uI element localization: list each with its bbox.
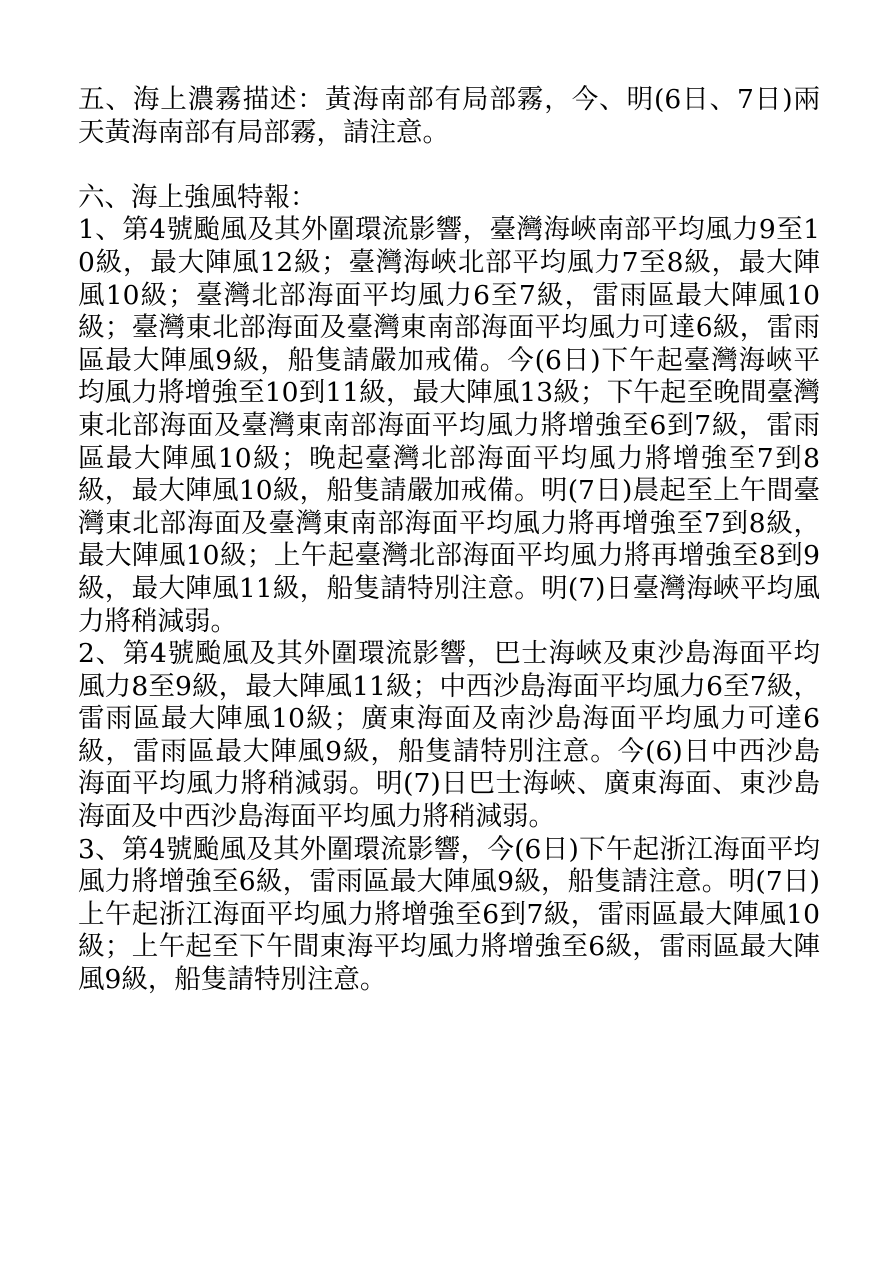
strong-wind-item-3: 3、第4號颱風及其外圍環流影響，今(6日)下午起浙江海面平均風力將增強至6級，雷雨區最大陣風9級，船隻請注意。明(7日)上午起浙江海面平均風力將增強至6到7級，雷雨區最大陣風10級；上午起至下午間東海平均風力將增強至6級，雷雨區最大陣風9級，船隻請特別注意。 [78, 833, 820, 996]
fog-description-paragraph: 五、海上濃霧描述：黃海南部有局部霧，今、明(6日、7日)兩天黃海南部有局部霧，請注意。 [78, 84, 820, 148]
strong-wind-item-2: 2、第4號颱風及其外圍環流影響，巴士海峽及東沙島海面平均風力8至9級，最大陣風11級；中西沙島海面平均風力6至7級，雷雨區最大陣風10級；廣東海面及南沙島海面平均風力可達6級，雷雨區最大陣風9級，船隻請特別注意。今(6)日中西沙島海面平均風力將稍減弱。明(7)日巴士海峽、廣東海面、東沙島海面及中西沙島海面平均風力將稍減弱。 [78, 638, 820, 833]
strong-wind-heading: 六、海上強風特報： [78, 181, 317, 213]
section-spacer [78, 149, 820, 182]
strong-wind-item-1: 1、第4號颱風及其外圍環流影響，臺灣海峽南部平均風力9至10級，最大陣風12級；臺灣海峽北部平均風力7至8級，最大陣風10級；臺灣北部海面平均風力6至7級，雷雨區最大陣風10級；臺灣東北部海面及臺灣東南部海面平均風力可達6級，雷雨區最大陣風9級，船隻請嚴加戒備。今(6日)下午起臺灣海峽平均風力將增強至10到11級，最大陣風13級；下午起至晚間臺灣東北部海面及臺灣東南部海面平均風力將增強至6到7級，雷雨區最大陣風10級；晚起臺灣北部海面平均風力將增強至7到8級，最大陣風10級，船隻請嚴加戒備。明(7日)晨起至上午間臺灣東北部海面及臺灣東南部海面平均風力將再增強至7到8級，最大陣風10級；上午起臺灣北部海面平均風力將再增強至8到9級，最大陣風11級，船隻請特別注意。明(7)日臺灣海峽平均風力將稍減弱。 [78, 214, 820, 637]
document-page [78, 84, 820, 997]
